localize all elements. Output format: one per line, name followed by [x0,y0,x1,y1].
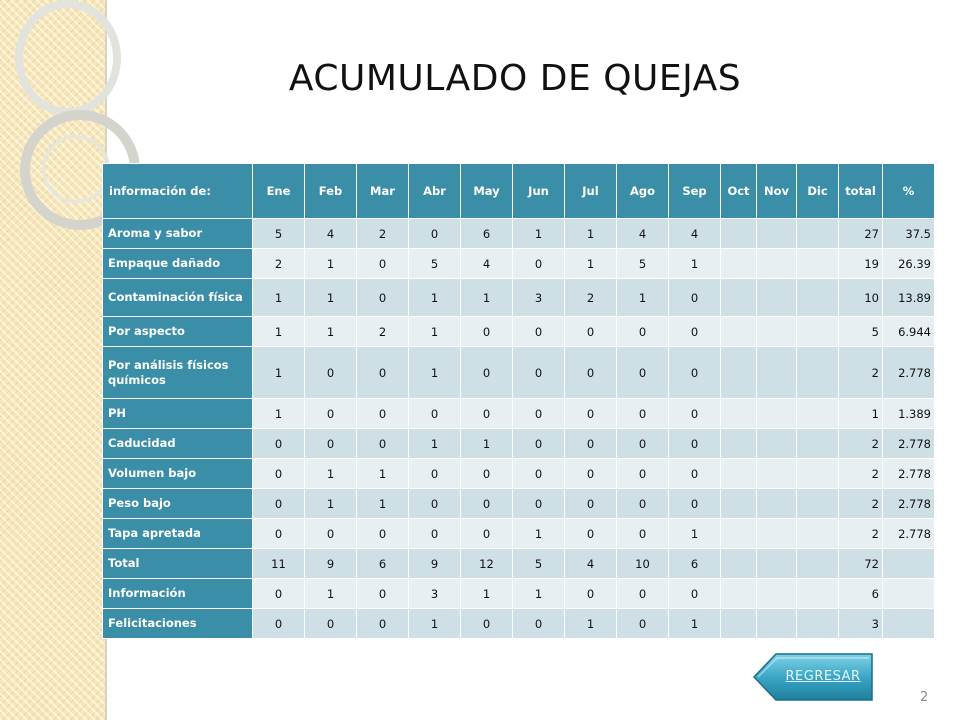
table-cell: 1 [669,519,721,549]
table-cell: 1 [513,219,565,249]
table-cell: 0 [565,579,617,609]
table-cell: 0 [617,519,669,549]
table-cell: 0 [253,459,305,489]
table-cell [757,279,797,317]
table-cell: 0 [305,399,357,429]
column-header: May [461,164,513,219]
table-cell: 1 [305,249,357,279]
table-cell: 0 [617,459,669,489]
table-cell: 0 [253,609,305,639]
table-row [103,459,935,489]
table-cell: 0 [669,347,721,399]
table-cell [883,579,935,609]
table-cell [721,489,757,519]
column-header: Ago [617,164,669,219]
table-cell: 0 [513,489,565,519]
table-cell: 10 [839,279,883,317]
column-header: Dic [797,164,839,219]
table-cell [797,459,839,489]
back-button[interactable] [752,652,874,702]
table-cell: 0 [253,519,305,549]
table-cell: 13.89 [883,279,935,317]
table-cell: 0 [669,429,721,459]
table-cell: 2.778 [883,429,935,459]
table-cell: 1 [513,579,565,609]
row-label: Por análisis físicos químicos [103,347,253,399]
table-cell: 1 [409,279,461,317]
table-cell: 0 [409,519,461,549]
table-cell: 5 [513,549,565,579]
table-cell [797,429,839,459]
table-cell: 10 [617,549,669,579]
table-row [103,347,935,399]
table-cell: 0 [357,579,409,609]
table-cell: 0 [513,399,565,429]
table-cell: 6 [357,549,409,579]
table-cell [757,609,797,639]
page-title: ACUMULADO DE QUEJAS [288,58,742,99]
table-cell: 9 [409,549,461,579]
table-cell: 0 [357,279,409,317]
table-row [103,549,935,579]
table-cell: 0 [513,317,565,347]
table-cell: 0 [253,489,305,519]
table-cell: 0 [357,609,409,639]
row-label: Empaque dañado [103,249,253,279]
table-cell: 0 [461,317,513,347]
table-cell: 0 [305,347,357,399]
table-cell: 0 [357,249,409,279]
table-cell: 1 [305,279,357,317]
table-cell [757,519,797,549]
table-cell [721,579,757,609]
table-cell: 6 [461,219,513,249]
table-cell: 1 [669,249,721,279]
table-cell: 1 [305,489,357,519]
table-cell: 0 [409,489,461,519]
table-cell: 0 [669,279,721,317]
table-cell: 1 [669,609,721,639]
table-cell [721,249,757,279]
table-cell: 1 [409,347,461,399]
table-cell: 0 [357,429,409,459]
table-cell: 2 [839,429,883,459]
row-label: Peso bajo [103,489,253,519]
table-cell: 1 [409,429,461,459]
table-cell: 1 [305,459,357,489]
column-header: Ene [253,164,305,219]
table-cell: 37.5 [883,219,935,249]
table-cell: 0 [305,609,357,639]
table-cell: 0 [357,519,409,549]
table-cell: 1 [461,279,513,317]
table-cell [721,459,757,489]
row-label: Información [103,579,253,609]
row-label: Total [103,549,253,579]
table-cell [721,219,757,249]
back-button-label: REGRESAR [785,669,861,684]
table-cell: 0 [565,489,617,519]
table-cell [757,549,797,579]
table-cell [721,609,757,639]
row-label: Volumen bajo [103,459,253,489]
column-header-category: información de: [103,164,253,219]
table-cell [757,459,797,489]
table-cell: 5 [409,249,461,279]
column-header: total [839,164,883,219]
table-cell: 2 [839,347,883,399]
table-cell [757,489,797,519]
table-cell: 0 [461,519,513,549]
table-cell [797,609,839,639]
table-row [103,489,935,519]
table-cell: 0 [461,347,513,399]
table-cell: 2 [839,519,883,549]
table-cell: 1 [253,399,305,429]
table-cell: 2.778 [883,459,935,489]
table-cell: 0 [461,489,513,519]
table-cell: 0 [305,519,357,549]
table-cell: 3 [839,609,883,639]
table-cell: 5 [839,317,883,347]
table-cell [757,317,797,347]
table-cell: 0 [669,317,721,347]
table-cell: 2 [839,489,883,519]
table-cell: 0 [409,459,461,489]
table-cell: 26.39 [883,249,935,279]
table-row [103,249,935,279]
table-cell: 0 [617,429,669,459]
table-cell [757,347,797,399]
table-cell: 4 [565,549,617,579]
table-row [103,579,935,609]
table-cell [883,609,935,639]
table-cell: 0 [461,609,513,639]
table-cell: 0 [513,459,565,489]
table-cell: 1 [565,219,617,249]
table-cell: 0 [617,579,669,609]
table-cell: 0 [357,399,409,429]
table-cell: 2.778 [883,519,935,549]
table-cell [721,317,757,347]
table-cell: 1 [253,347,305,399]
row-label: Caducidad [103,429,253,459]
table-cell: 2 [357,317,409,347]
row-label: Felicitaciones [103,609,253,639]
table-cell: 0 [617,317,669,347]
table-cell: 0 [357,347,409,399]
table-header [103,164,935,219]
table-cell: 1 [305,317,357,347]
table-cell [797,279,839,317]
table-cell: 4 [669,219,721,249]
table-cell: 0 [617,399,669,429]
table-cell [797,489,839,519]
table-cell [721,519,757,549]
row-label: Contaminación física [103,279,253,317]
table-row [103,429,935,459]
column-header: Nov [757,164,797,219]
table-cell [721,347,757,399]
table-cell: 0 [253,579,305,609]
table-cell: 1 [461,429,513,459]
table-cell: 1 [253,317,305,347]
table-row [103,399,935,429]
column-header: Jun [513,164,565,219]
complaints-table [102,163,935,639]
table-cell: 0 [669,579,721,609]
table-cell: 0 [409,399,461,429]
table-cell [757,399,797,429]
table-cell [797,549,839,579]
table-cell [797,399,839,429]
table-row [103,219,935,249]
table-cell: 0 [409,219,461,249]
row-label: Por aspecto [103,317,253,347]
row-label: PH [103,399,253,429]
table-cell [797,519,839,549]
table-cell [721,279,757,317]
table-cell: 0 [461,399,513,429]
table-cell: 0 [617,609,669,639]
table-cell: 6 [669,549,721,579]
table-cell: 2 [357,219,409,249]
table-cell [797,579,839,609]
table-cell: 1 [839,399,883,429]
table-cell: 2.778 [883,489,935,519]
table-cell: 1 [409,609,461,639]
table-cell: 2 [839,459,883,489]
table-row [103,609,935,639]
table-cell [797,347,839,399]
table-cell: 0 [617,489,669,519]
page-number: 2 [920,690,929,705]
table-cell: 72 [839,549,883,579]
table-cell [797,317,839,347]
table-cell: 5 [617,249,669,279]
table-cell: 5 [253,219,305,249]
row-label: Tapa apretada [103,519,253,549]
table-cell: 2 [565,279,617,317]
table-cell: 0 [565,459,617,489]
table-cell [721,429,757,459]
table-cell: 0 [513,609,565,639]
table-cell: 2.778 [883,347,935,399]
table-cell: 0 [253,429,305,459]
table-cell: 0 [669,459,721,489]
table-cell: 0 [565,399,617,429]
table-cell: 0 [669,489,721,519]
table-cell: 0 [513,249,565,279]
column-header: Mar [357,164,409,219]
table-cell: 0 [305,429,357,459]
table-cell: 1 [565,249,617,279]
table-cell: 3 [409,579,461,609]
table-cell: 0 [461,459,513,489]
decorative-ring-inner [42,135,110,203]
table-cell: 11 [253,549,305,579]
table-cell: 0 [513,429,565,459]
table-cell: 1 [409,317,461,347]
table-cell: 19 [839,249,883,279]
table-cell: 1 [357,489,409,519]
table-cell: 1 [565,609,617,639]
table-cell: 0 [565,317,617,347]
table-cell: 0 [565,519,617,549]
table-cell: 12 [461,549,513,579]
table-cell: 2 [253,249,305,279]
column-header: Sep [669,164,721,219]
table-row [103,317,935,347]
table-cell: 1 [461,579,513,609]
table-body [103,219,935,639]
table-cell: 6 [839,579,883,609]
column-header: Oct [721,164,757,219]
table-cell [721,399,757,429]
table-cell: 1 [253,279,305,317]
table-cell: 4 [305,219,357,249]
table-cell: 1 [513,519,565,549]
table-cell [721,549,757,579]
table-cell: 0 [617,347,669,399]
table-cell: 0 [565,347,617,399]
table-row [103,279,935,317]
table-header-row [103,164,935,219]
table-cell: 4 [617,219,669,249]
table-cell [757,249,797,279]
table-cell [883,549,935,579]
column-header: % [883,164,935,219]
table-cell: 0 [669,399,721,429]
table-cell: 0 [513,347,565,399]
row-label: Aroma y sabor [103,219,253,249]
table-cell: 4 [461,249,513,279]
table-cell [757,219,797,249]
table-cell [757,429,797,459]
table-cell: 1 [357,459,409,489]
table-cell: 6.944 [883,317,935,347]
table-cell: 9 [305,549,357,579]
table-cell [797,249,839,279]
column-header: Abr [409,164,461,219]
table-cell: 0 [565,429,617,459]
column-header: Feb [305,164,357,219]
column-header: Jul [565,164,617,219]
table-cell: 1 [305,579,357,609]
table-cell [797,219,839,249]
table-cell: 3 [513,279,565,317]
table-cell: 27 [839,219,883,249]
table-cell: 1 [617,279,669,317]
table-cell [757,579,797,609]
table-cell: 1.389 [883,399,935,429]
table-row [103,519,935,549]
